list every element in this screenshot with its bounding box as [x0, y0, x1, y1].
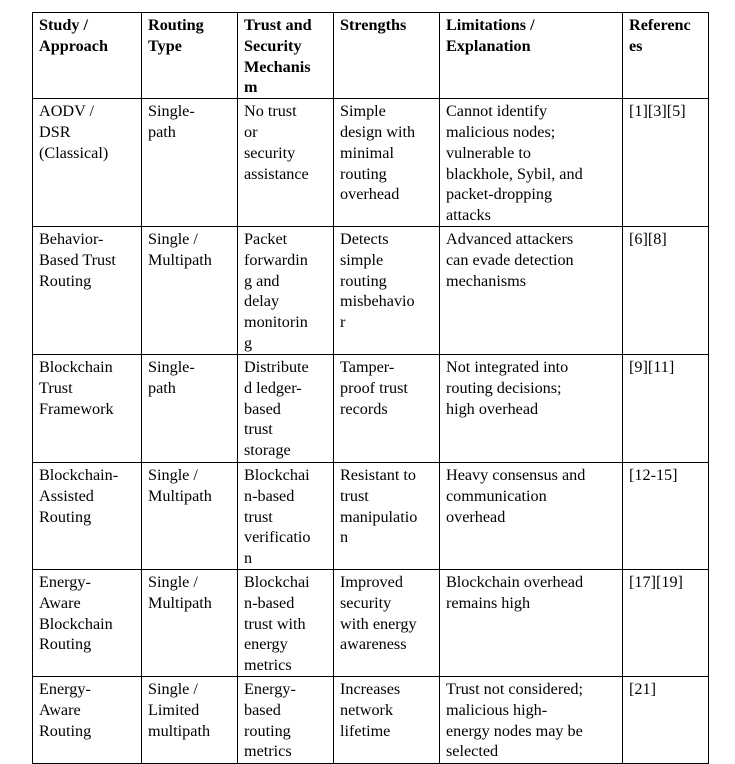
cell-limitations [440, 676, 623, 763]
table-row [33, 226, 709, 354]
references-text: [21] [629, 679, 656, 698]
limitations-text: Advanced attackers can evade detection mechanisms [446, 229, 574, 290]
header-trust-security-mechanism [238, 13, 334, 99]
approach-text: Blockchain Trust Framework [39, 357, 114, 418]
cell-mechanism [238, 99, 334, 227]
header-label: Trust and Security Mechanis m [244, 16, 312, 97]
strengths-text: Improved security with energy awareness [340, 572, 417, 654]
cell-mechanism [238, 676, 334, 763]
cell-strengths [334, 569, 440, 676]
table-row [33, 462, 709, 569]
mechanism-text: Blockchai n-based trust with energy metrics [244, 572, 310, 675]
limitations-text: Heavy consensus and communication overhead [446, 465, 586, 526]
table-row [33, 354, 709, 462]
cell-mechanism [238, 226, 334, 354]
cell-approach [33, 676, 142, 763]
cell-approach [33, 354, 142, 462]
approach-text: Blockchain- Assisted Routing [39, 465, 119, 526]
comparison-table [32, 12, 709, 764]
references-text: [6][8] [629, 229, 667, 248]
header-label: Routing Type [148, 16, 204, 55]
cell-mechanism [238, 354, 334, 462]
cell-approach [33, 99, 142, 227]
header-study-approach [33, 13, 142, 99]
routing-type-text: Single- path [148, 357, 195, 397]
routing-type-text: Single / Multipath [148, 572, 212, 612]
cell-routing-type [142, 462, 238, 569]
table-row [33, 569, 709, 676]
cell-routing-type [142, 99, 238, 227]
cell-references [623, 99, 709, 227]
table-row [33, 99, 709, 227]
cell-references [623, 354, 709, 462]
header-references [623, 13, 709, 99]
limitations-text: Trust not considered; malicious high- energy nodes may be selected [446, 679, 583, 761]
cell-mechanism [238, 569, 334, 676]
cell-limitations [440, 354, 623, 462]
mechanism-text: Distribute d ledger- based trust storage [244, 357, 309, 460]
cell-mechanism [238, 462, 334, 569]
mechanism-text: No trust or security assistance [244, 102, 309, 183]
strengths-text: Increases network lifetime [340, 679, 401, 740]
cell-limitations [440, 99, 623, 227]
mechanism-text: Energy- based routing metrics [244, 679, 296, 761]
strengths-text: Simple design with minimal routing overhead [340, 102, 416, 204]
approach-text: Energy- Aware Routing [39, 679, 92, 740]
header-label: Referenc es [629, 16, 691, 55]
cell-limitations [440, 462, 623, 569]
references-text: [9][11] [629, 357, 675, 376]
cell-references [623, 569, 709, 676]
cell-approach [33, 569, 142, 676]
header-label: Study / Approach [39, 16, 108, 55]
header-label: Limitations / Explanation [446, 16, 535, 55]
cell-routing-type [142, 676, 238, 763]
approach-text: Energy- Aware Blockchain Routing [39, 572, 113, 654]
limitations-text: Not integrated into routing decisions; high overhead [446, 357, 569, 418]
routing-type-text: Single / Multipath [148, 465, 212, 505]
mechanism-text: Packet forwardin g and delay monitorin g [244, 229, 308, 352]
header-label: Strengths [340, 16, 407, 34]
cell-strengths [334, 462, 440, 569]
references-text: [17][19] [629, 572, 683, 591]
approach-text: AODV / DSR (Classical) [39, 102, 109, 162]
cell-references [623, 676, 709, 763]
cell-approach [33, 226, 142, 354]
cell-strengths [334, 676, 440, 763]
strengths-text: Resistant to trust manipulatio n [340, 465, 418, 547]
approach-text: Behavior- Based Trust Routing [39, 229, 116, 290]
routing-type-text: Single- path [148, 102, 195, 141]
limitations-text: Cannot identify malicious nodes; vulnerable to blackhole, Sybil, and packet-dropping attacks [446, 102, 583, 225]
cell-routing-type [142, 569, 238, 676]
cell-limitations [440, 569, 623, 676]
cell-limitations [440, 226, 623, 354]
cell-routing-type [142, 354, 238, 462]
cell-strengths [334, 99, 440, 227]
cell-routing-type [142, 226, 238, 354]
strengths-text: Tamper- proof trust records [340, 357, 408, 418]
cell-approach [33, 462, 142, 569]
cell-references [623, 226, 709, 354]
strengths-text: Detects simple routing misbehavio r [340, 229, 415, 332]
cell-references [623, 462, 709, 569]
cell-strengths [334, 226, 440, 354]
header-limitations-explanation [440, 13, 623, 99]
references-text: [1][3][5] [629, 102, 686, 121]
mechanism-text: Blockchai n-based trust verificatio n [244, 465, 311, 568]
header-strengths [334, 13, 440, 99]
routing-type-text: Single / Limited multipath [148, 679, 211, 740]
references-text: [12-15] [629, 465, 678, 484]
routing-type-text: Single / Multipath [148, 229, 212, 269]
table-header-row [33, 13, 709, 99]
cell-strengths [334, 354, 440, 462]
header-routing-type [142, 13, 238, 99]
limitations-text: Blockchain overhead remains high [446, 572, 584, 612]
table-row [33, 676, 709, 763]
